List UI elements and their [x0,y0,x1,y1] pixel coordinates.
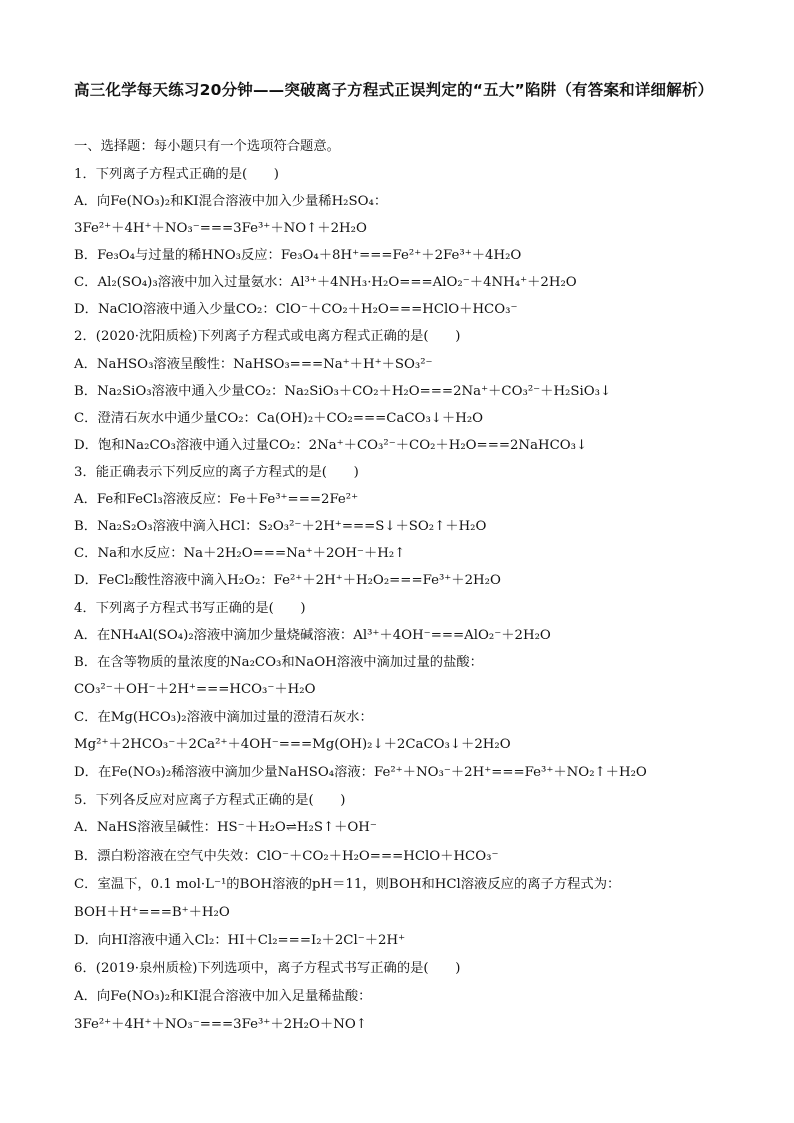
question-5-stem: 5．下列各反应对应离子方程式正确的是( ) [74,793,346,808]
question-4-option-b-equation: CO₃²⁻＋OH⁻＋2H⁺===HCO₃⁻＋H₂O [74,682,316,697]
question-3-option-b: B．Na₂S₂O₃溶液中滴入HCl：S₂O₃²⁻＋2H⁺===S↓＋SO₂↑＋H₂O [74,519,487,534]
question-4-option-a: A．在NH₄Al(SO₄)₂溶液中滴加少量烧碱溶液：Al³⁺＋4OH⁻===AlO₂⁻＋2H₂O [74,628,551,643]
question-2-option-d: D．饱和Na₂CO₃溶液中通入过量CO₂：2Na⁺＋CO₃²⁻＋CO₂＋H₂O===2NaHCO₃↓ [74,438,588,453]
question-1-stem: 1．下列离子方程式正确的是( ) [74,167,279,182]
question-1-option-a: A．向Fe(NO₃)₂和KI混合溶液中加入少量稀H₂SO₄： [74,194,388,209]
question-1-option-c: C．Al₂(SO₄)₃溶液中加入过量氨水：Al³⁺＋4NH₃·H₂O===AlO₂⁻＋4NH₄⁺＋2H₂O [74,275,577,290]
question-2-stem: 2．(2020·沈阳质检)下列离子方程式或电离方程式正确的是( ) [74,329,461,344]
question-3-option-d: D．FeCl₂酸性溶液中滴入H₂O₂：Fe²⁺＋2H⁺＋H₂O₂===Fe³⁺＋2H₂O [74,573,501,588]
question-4-option-b: B．在含等物质的量浓度的Na₂CO₃和NaOH溶液中滴加过量的盐酸： [74,655,483,670]
question-2-option-b: B．Na₂SiO₃溶液中通入少量CO₂：Na₂SiO₃＋CO₂＋H₂O===2Na⁺＋CO₃²⁻＋H₂SiO₃↓ [74,384,612,399]
question-4-option-d: D．在Fe(NO₃)₂稀溶液中滴加少量NaHSO₄溶液：Fe²⁺＋NO₃⁻＋2H⁺===Fe³⁺＋NO₂↑＋H₂O [74,765,647,780]
question-5-option-d: D．向HI溶液中通入Cl₂：HI＋Cl₂===I₂＋2Cl⁻＋2H⁺ [74,933,406,948]
question-2-option-a: A．NaHSO₃溶液呈酸性：NaHSO₃===Na⁺＋H⁺＋SO₃²⁻ [74,357,433,372]
question-1-option-a-equation: 3Fe²⁺＋4H⁺＋NO₃⁻===3Fe³⁺＋NO↑＋2H₂O [74,221,367,236]
question-6-option-a: A．向Fe(NO₃)₂和KI混合溶液中加入足量稀盐酸： [74,989,372,1004]
question-2-option-c: C．澄清石灰水中通少量CO₂：Ca(OH)₂＋CO₂===CaCO₃↓＋H₂O [74,411,484,426]
question-5-option-a: A．NaHS溶液呈碱性：HS⁻＋H₂O⇌H₂S↑＋OH⁻ [74,820,377,835]
question-4-option-c-equation: Mg²⁺＋2HCO₃⁻＋2Ca²⁺＋4OH⁻===Mg(OH)₂↓＋2CaCO₃↓＋2H₂O [74,737,511,752]
question-1-option-d: D．NaClO溶液中通入少量CO₂：ClO⁻＋CO₂＋H₂O===HClO＋HCO₃⁻ [74,302,518,317]
question-4-option-c: C．在Mg(HCO₃)₂溶液中滴加过量的澄清石灰水： [74,710,373,725]
question-5-option-c-equation: BOH＋H⁺===B⁺＋H₂O [74,905,230,920]
question-4-stem: 4．下列离子方程式书写正确的是( ) [74,601,306,616]
question-3-option-a: A．Fe和FeCl₃溶液反应：Fe＋Fe³⁺===2Fe²⁺ [74,492,359,507]
document-title: 高三化学每天练习20分钟——突破离子方程式正误判定的“五大”陷阱（有答案和详细解析） [74,81,714,99]
question-5-option-c: C．室温下，0.1 mol·L⁻¹的BOH溶液的pH＝11，则BOH和HCl溶液反应的离子方程式为： [74,877,621,892]
question-3-option-c: C．Na和水反应：Na＋2H₂O===Na⁺＋2OH⁻＋H₂↑ [74,546,406,561]
section-heading: 一、选择题：每小题只有一个选项符合题意。 [74,139,340,154]
question-5-option-b: B．漂白粉溶液在空气中失效：ClO⁻＋CO₂＋H₂O===HClO＋HCO₃⁻ [74,849,499,864]
question-3-stem: 3．能正确表示下列反应的离子方程式的是( ) [74,465,359,480]
question-1-option-b: B．Fe₃O₄与过量的稀HNO₃反应：Fe₃O₄＋8H⁺===Fe²⁺＋2Fe³⁺＋4H₂O [74,248,522,263]
question-6-stem: 6．(2019·泉州质检)下列选项中，离子方程式书写正确的是( ) [74,961,461,976]
question-6-option-a-equation: 3Fe²⁺＋4H⁺＋NO₃⁻===3Fe³⁺＋2H₂O＋NO↑ [74,1017,367,1032]
